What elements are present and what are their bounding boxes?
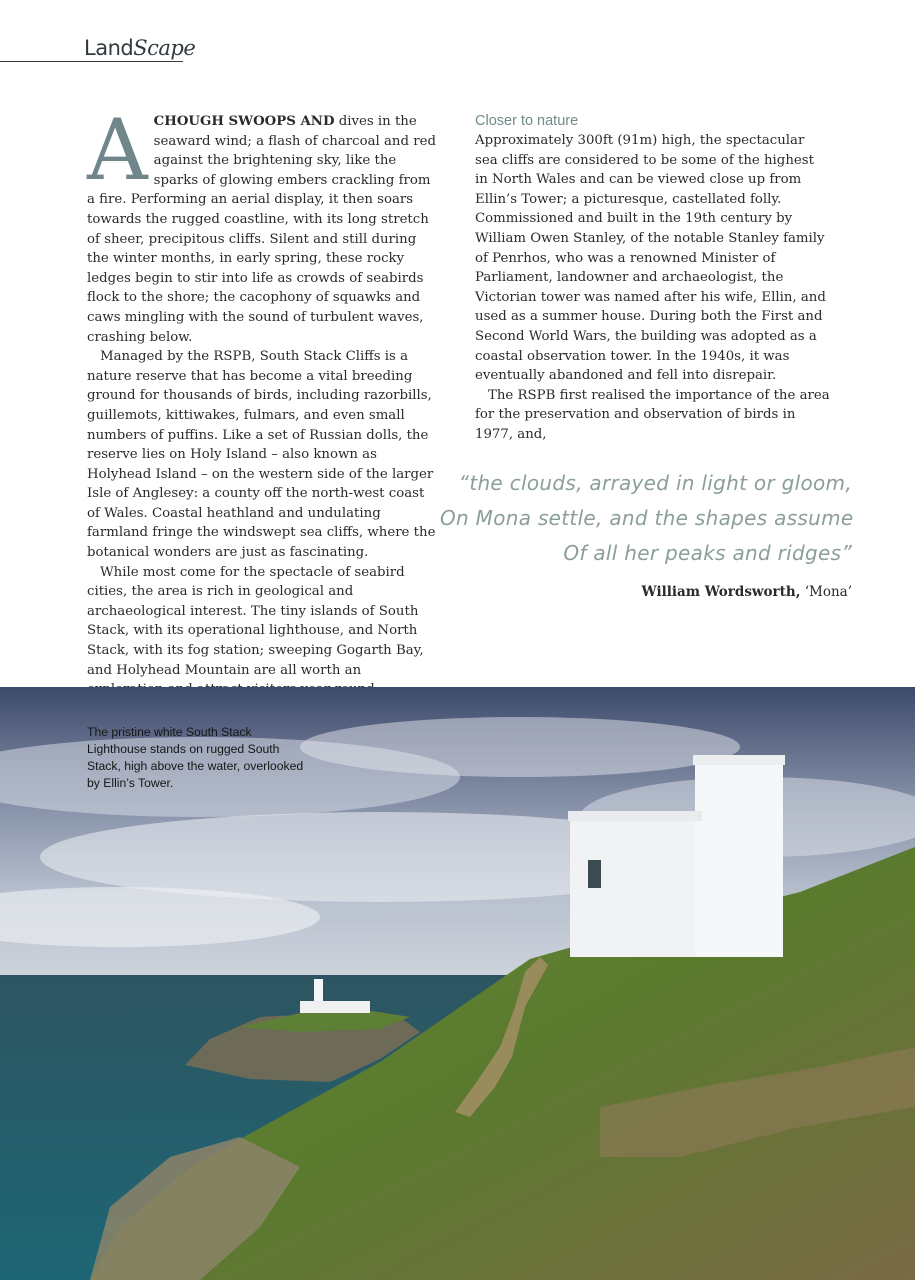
quote-work: ‘Mona’: [800, 584, 852, 600]
turret-battlement: [693, 755, 785, 765]
logo-scape: Scape: [133, 36, 196, 60]
article-column-left: [87, 101, 439, 700]
tower-window: [588, 860, 601, 888]
lighthouse-buildings: [300, 1001, 370, 1013]
ellins-tower-turret: [695, 762, 783, 957]
masthead-rule: [0, 61, 183, 62]
quote-attribution: [470, 584, 852, 600]
masthead: [0, 30, 196, 64]
pull-quote-line-3: Of all her peaks and ridges”: [563, 541, 852, 565]
lead-in: CHOUGH SWOOPS AND: [153, 114, 335, 129]
section-subheading: Closer to nature: [475, 113, 579, 129]
logo-land: Land: [84, 36, 134, 60]
article-paragraph-3: While most come for the spectacle of seabird cities, the area is rich in geological and archaeological interest. The tiny islands of South Stack, with its operational lighthouse, and North Stack, with its fog station; sweeping Gogarth Bay, and Holyhead Mountain are all worth an: [87, 564, 424, 678]
article-paragraph-2: Managed by the RSPB, South Stack Cliffs is a nature reserve that has become a vital breeding ground for thousands of birds, including razorbills, guillemots, kittiwakes, fulmars, and even small numbers of puffins. Like a set of Russian dolls, the reserve lies on Holy Island – also known as Holyhead Island – on the western side of the larger Isle of Anglesey: a county off the north-west coast of Wales. Coastal heathland and undulating farmland fringe the windswept sea cliffs, where the botanical wonders are just as fascinating.: [87, 349, 436, 561]
cloud: [300, 717, 740, 777]
article-paragraph-5: The RSPB first realised the importance of the area for the preservation and observation of birds in 1977, and,: [475, 387, 830, 442]
magazine-logo: [84, 36, 195, 60]
paragraph-1-text: dives in the seaward wind; a flash of charcoal and red against the brightening sky, like the sparks of glowing embers crackling from a fire. Performing an aerial display, it then soars towards the rugged coastline, with its long stretch of sheer, precipitous cliffs. Silent and still during the winter months, in early spring, these rocky ledges begin to stir into life as crowds of seabirds flock to the shore; the cacophony of squawks and caws mingling with the sound of turbulent waves, crashing below.: [87, 114, 436, 345]
drop-cap: A: [87, 101, 148, 199]
article-paragraph-4: Approximately 300ft (91m) high, the spectacular sea cliffs are considered to be some of the highest in North Wales and can be viewed close up from Ellin’s Tower; a picturesque, castellated folly. Commissioned and built in the 19th century by William Owen Stanley, of the notable Stanley family of Penrhos, who was a renowned Minister of Parliament, landowner and archaeologist, the Victorian tower was named after his wife, Ellin, and used as a summer house. During both the First and Second World Wars, the building was adopted as a coastal observation tower. In the 1940s, it was eventually abandoned and fell into disrepair.: [475, 133, 826, 384]
pull-quote-line-1: “the clouds, arrayed in light or gloom,: [458, 471, 852, 495]
article-paragraph-1: [87, 101, 439, 347]
pull-quote-line-2: On Mona settle, and the shapes assume: [440, 506, 854, 530]
quote-author: William Wordsworth,: [641, 584, 801, 600]
article-column-right: [475, 112, 830, 445]
photo-caption: The pristine white South Stack Lighthouse stands on rugged South Stack, high above the water, overlooked by Ellin’s Tower.: [87, 725, 304, 790]
tower-battlement: [568, 811, 702, 821]
pull-quote: [440, 466, 852, 571]
